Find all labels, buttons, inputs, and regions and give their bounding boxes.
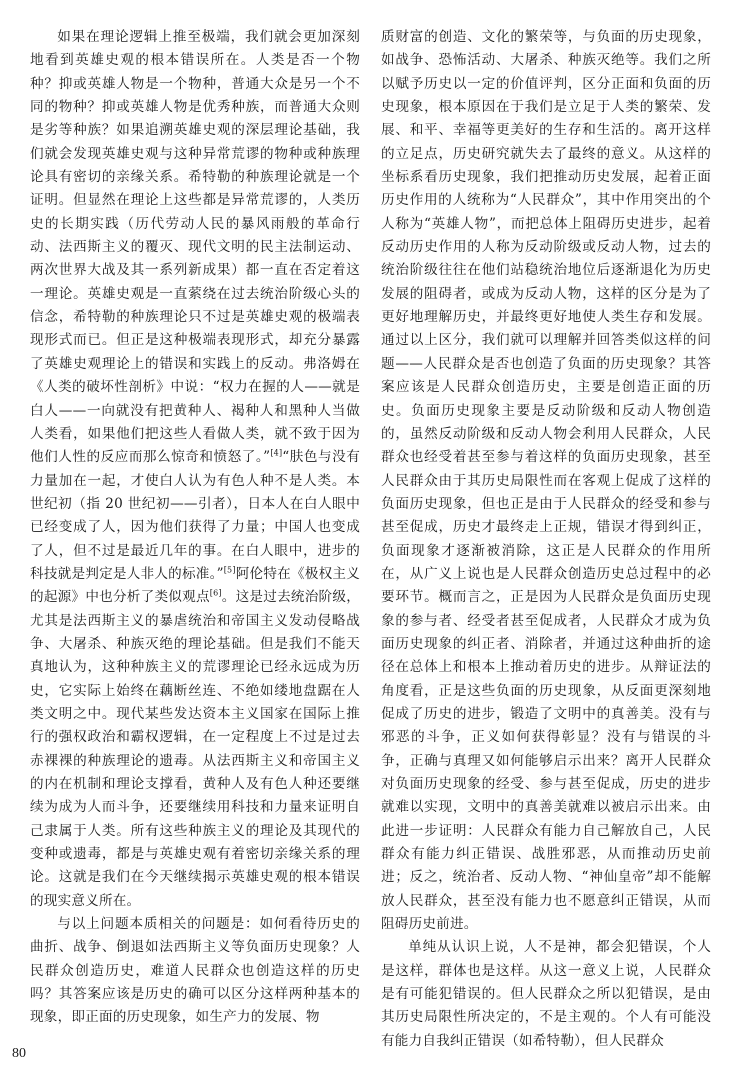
paragraph-text: “肤色与没有力量加在一起，才使白人认为有色人种不是人类。本世纪初（指 20 世纪初——引者），日本人在白人眼中已经变成了人，因为他们获得了力量；中国人也变成了人，但不过是最近几年的事。在白人眼中，进步的科技就是判定是人非人的标准。” — [30, 449, 360, 582]
paragraph — [30, 26, 360, 913]
left-column — [30, 26, 360, 1030]
paragraph-continuation: 质财富的创造、文化的繁荣等，与负面的历史现象，如战争、恐怖活动、大屠杀、种族灭绝等。我们之所以赋予历史以一定的价值评判，区分正面和负面的历史现象，根本原因在于我们是立足于人类的繁荣、发展、和平、幸福等更美好的生存和生活的。离开这样的立足点，历史研究就失去了最终的意义。从这样的坐标系看历史现象，我们把推动历史发展，起着正面历史作用的人统称为“人民群众”，其中作用突出的个人称为“英雄人物”，而把总体上阻碍历史进步，起着反动历史作用的人称为反动阶级或反动人物，过去的统治阶级往往在他们站稳统治地位后逐渐退化为历史发展的阻碍者，或成为反动人物，这样的区分是为了更好地理解历史，并最终更好地使人类生存和发展。通过以上区分，我们就可以理解并回答类似这样的问题——人民群众是否也创造了负面的历史现象？其答案应该是人民群众创造历史，主要是创造正面的历史。负面历史现象主要是反动阶级和反动人物创造的，虽然反动阶级和反动人物会利用人民群众，人民群众也经受着甚至参与着这样的负面历史现象，甚至人民群众由于其历史局限性而在客观上促成了这样的负面历史现象，但也正是由于人民群众的经受和参与甚至促成，历史才最终走上正规，错误才得到纠正，负面现象才逐渐被消除，这正是人民群众的作用所在，从广义上说也是人民群众创造历史总过程中的必要环节。概而言之，正是因为人民群众是负面历史现象的参与者、经受者甚至促成者，人民群众才成为负面历史现象的纠正者、消除者，并通过这种曲折的途径在总体上和根本上推动着历史的进步。从辩证法的角度看，正是这些负面的历史现象，从反面更深刻地促成了历史的进步，锻造了文明中的真善美。没有与邪恶的斗争，正义如何获得彰显？没有与错误的斗争，正确与真理又如何能够启示出来？离开人民群众对负面历史现象的经受、参与甚至促成，历史的进步就难以实现，文明中的真善美就难以被启示出来。由此进一步证明：人民群众有能力自己解放自己，人民群众有能力纠正错误、战胜邪恶，从而推动历史前进；反之，统治者、反动人物、“神仙皇帝”却不能解放人民群众，甚至没有能力也不愿意纠正错误，从而阻碍历史前进。 — [381, 29, 711, 933]
footnote-ref: [4] — [270, 448, 283, 458]
paragraph-text: 。这是过去统治阶级，尤其是法西斯主义的暴虐统治和帝国主义发动侵略战争、大屠杀、种族灭绝的理论基础。但是我们不能天真地认为，这种种族主义的荒谬理论已经永远成为历史，它实际上始终在藕断丝连、不绝如缕地盘踞在人类文明之中。现代某些发达资本主义国家在国际上推行的强权政治和霸权逻辑，在一定程度上不过是过去赤裸裸的种族理论的遗毒。从法西斯主义和帝国主义的内在机制和理论支撑看，黄种人及有色人种还要继续为成为人而斗争，还要继续用科技和力量来证明自己隶属于人类。所有这些种族主义的理论及其现代的变种或遗毒，都是与英雄史观有着密切亲缘关系的理论。这就是我们在今天继续揭示英雄史观的根本错误的现实意义所在。 — [30, 589, 361, 909]
paragraph: 与以上问题本质相关的问题是：如何看待历史的曲折、战争、倒退如法西斯主义等负面历史现象？人民群众创造历史，难道人民群众也创造这样的历史吗？其答案应该是历史的确可以区分这样两种基本的现象，即正面的历史现象，如生产力的发展、物 — [30, 916, 360, 1026]
footnote-ref: [5] — [223, 565, 236, 575]
right-column — [381, 26, 711, 1053]
page-number: 80 — [12, 1046, 26, 1061]
footnote-ref: [6] — [209, 588, 222, 598]
paragraph-text: 如果在理论逻辑上推至极端，我们就会更加深刻地看到英雄史观的根本错误所在。人类是否一个物种？抑或英雄人物是一个物种，普通大众是另一个不同的物种？抑或英雄人物是优秀种族，而普通大众则是劣等种族？如果追溯英雄史观的深层理论基础，我们就会发现英雄史观与这种异常荒谬的物种或种族理论具有密切的亲缘关系。希特勒的种族理论就是一个证明。但显然在理论上这些都是异常荒谬的，人类历史的长期实践（历代劳动人民的暴风雨般的革命行动、法西斯主义的覆灭、现代文明的民主法制运动、两次世界大战及其一系列新成果）都一直在否定着这一理论。英雄史观是一直萦绕在过去统治阶级心头的信念，希特勒的种族理论只不过是英雄史观的极端表现形式而已。但正是这种极端表现形式，却充分暴露了英雄史观理论上的错误和实践上的反动。弗洛姆在《人类的破坏性剖析》中说：“权力在握的人——就是白人——一向就没有把黄种人、褐种人和黑种人当做人类看，如果他们把这些人看做人类，就不致于因为他们人性的反应而那么惊奇和愤怒了。” — [30, 29, 360, 466]
paragraph-text: 阿伦特在《极权主义的起源》中也分析了类似观点 — [30, 565, 360, 606]
paragraph: 单纯从认识上说，人不是神，都会犯错误，个人是这样，群体也是这样。从这一意义上说，人民群众是有可能犯错误的。但人民群众之所以犯错误，是由其历史局限性所决定的，不是主观的。个人有可能没有能力自我纠正错误（如希特勒），但人民群众 — [381, 939, 711, 1049]
